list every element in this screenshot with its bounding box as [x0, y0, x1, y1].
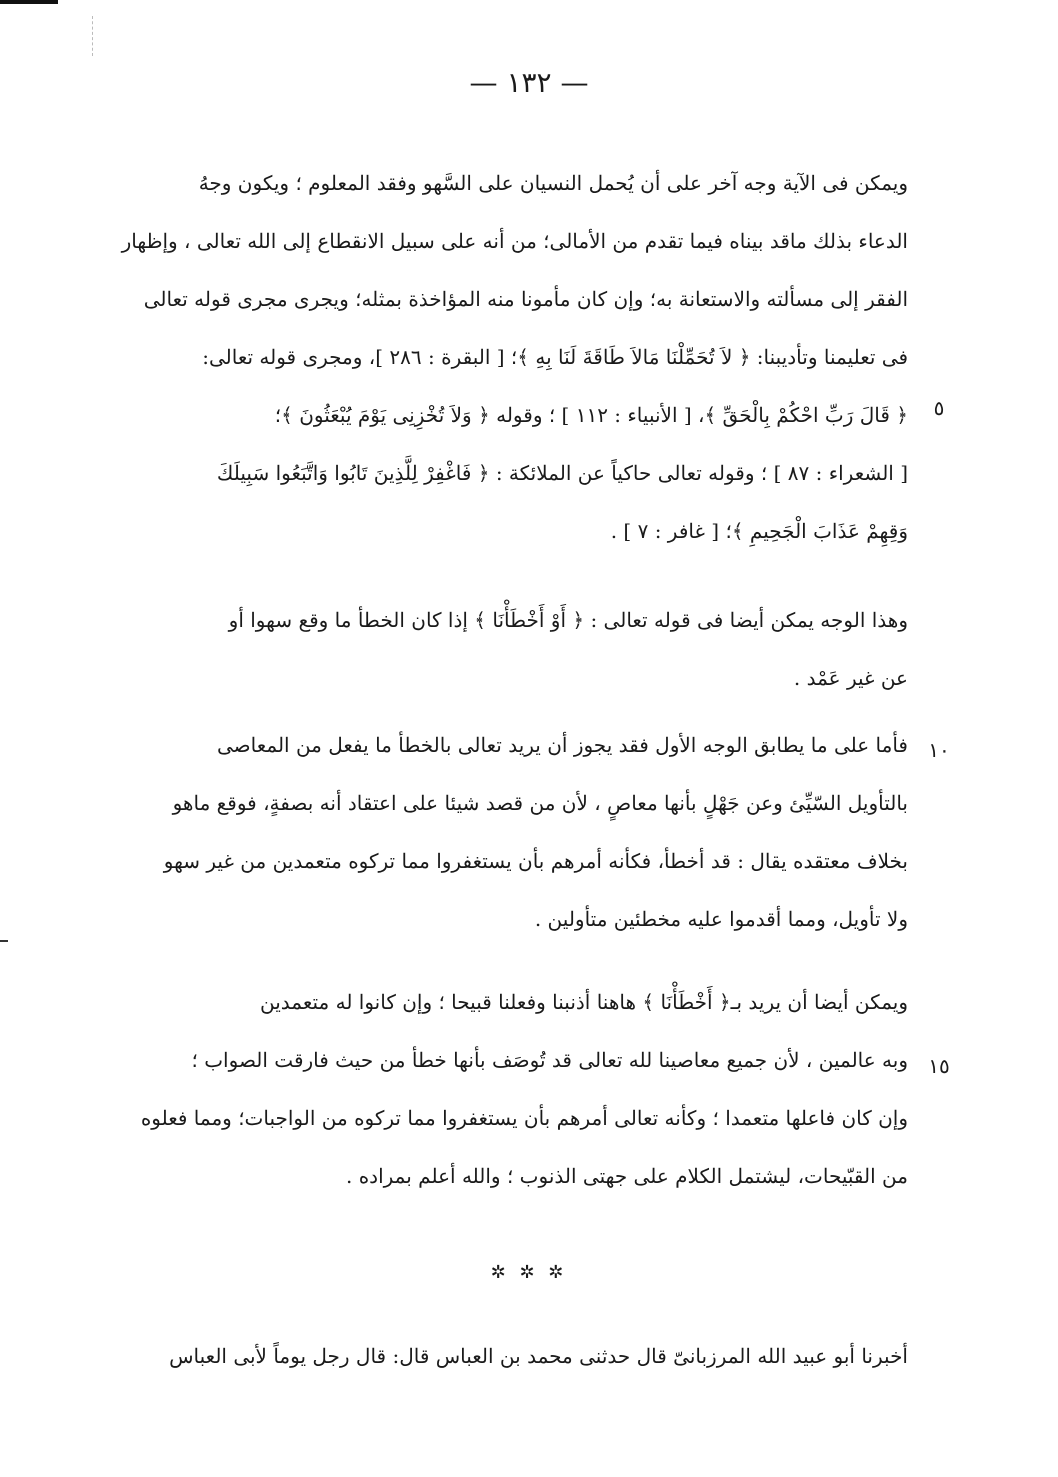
paragraph-2	[118, 591, 908, 707]
text-line: فى تعليمنا وتأديبنا: ﴿ لاَ تُحَمِّلْنَا مَالاَ طَاقَةَ لَنَا بِهِ ﴾؛ [ البقرة : ٢٨٦ ]، ومجرى قوله تعالى:	[202, 345, 908, 369]
text-line: فأما على ما يطابق الوجه الأول فقد يجوز أن يريد تعالى بالخطأ ما يفعل من المعاصى	[216, 733, 908, 757]
text-line: ولا تأويل، ومما أقدموا عليه مخطئين متأولين .	[534, 907, 908, 931]
text-line: وبه عالمين ، لأن جميع معاصينا لله تعالى قد تُوصَف بأنها خطأ من حيث فارقت الصواب ؛	[191, 1048, 908, 1072]
margin-tick	[0, 940, 8, 942]
line-number-5: ٥	[933, 396, 945, 420]
top-rule	[0, 0, 58, 4]
page-number: — ١٣٢ —	[469, 66, 589, 99]
text-line: [ الشعراء : ٨٧ ] ؛ وقوله تعالى حاكياً عن الملائكة : ﴿ فَاغْفِرْ لِلَّذِينَ تَابُوا وَاتَّبَعُوا سَبِيلَكَ	[216, 461, 908, 485]
text-line: بخلاف معتقده يقال : قد أخطأ، فكأنه أمرهم بأن يستغفروا مما تركوه متعمدين من غير سهو	[163, 849, 908, 873]
text-line: ويمكن فى الآية وجه آخر على أن يُحمل النسيان على السَّهو وفقد المعلوم ؛ ويكون وجهُ	[198, 171, 908, 195]
text-line: عن غير عَمْد .	[793, 666, 908, 690]
section-separator: ✲ ✲ ✲	[490, 1262, 568, 1283]
text-line: وهذا الوجه يمكن أيضا فى قوله تعالى : ﴿ أَوْ أَخْطَأْنَا ﴾ إذا كان الخطأ ما وقع سهوا أو	[228, 608, 908, 632]
line-number-15: ١٥	[928, 1054, 950, 1078]
line-number-10: ١٠	[928, 738, 950, 762]
paragraph-1	[118, 154, 908, 560]
margin-mark	[92, 16, 94, 56]
text-line: أخبرنا أبو عبيد الله المرزبانىّ قال حدثنى محمد بن العباس قال: قال رجل يوماً لأبى العباس	[169, 1344, 908, 1368]
text-line: بالتأويل السّيِّئ وعن جَهْلٍ بأنها معاصٍ ، لأن من قصد شيئا على اعتقاد أنه بصفةٍ، فوقع ماهو	[172, 791, 908, 815]
text-line: ﴿ قَالَ رَبِّ احْكُمْ بِالْحَقِّ ﴾، [ الأنبياء : ١١٢ ] ؛ وقوله ﴿ وَلاَ تُخْزِنِى يَوْمَ يُبْعَثُونَ ﴾؛	[274, 403, 908, 427]
text-line: ويمكن أيضا أن يريد بـ﴿ أَخْطَأْنَا ﴾ هاهنا أذنبنا وفعلنا قبيحا ؛ وإن كانوا له متعمدين	[260, 990, 908, 1014]
text-line: الفقر إلى مسألته والاستعانة به؛ وإن كان مأمونا منه المؤاخذة بمثله؛ ويجرى مجرى قوله تعالى	[143, 287, 908, 311]
paragraph-5	[118, 1327, 908, 1385]
paragraph-3	[118, 716, 908, 948]
paragraph-4	[118, 973, 908, 1205]
text-line: من القبّيحات، ليشتمل الكلام على جهتى الذنوب ؛ والله أعلم بمراده .	[345, 1164, 908, 1188]
text-line: وإن كان فاعلها متعمدا ؛ وكأنه تعالى أمرهم بأن يستغفروا مما تركوه من الواجبات؛ ومما فعلوه	[140, 1106, 908, 1130]
text-line: وَقِهِمْ عَذَابَ الْجَحِيمِ ﴾؛ [ غافر : ٧ ] .	[610, 519, 908, 543]
text-line: الدعاء بذلك ماقد بيناه فيما تقدم من الأمالى؛ من أنه على سبيل الانقطاع إلى الله تعالى ، وإظهار	[121, 229, 908, 253]
